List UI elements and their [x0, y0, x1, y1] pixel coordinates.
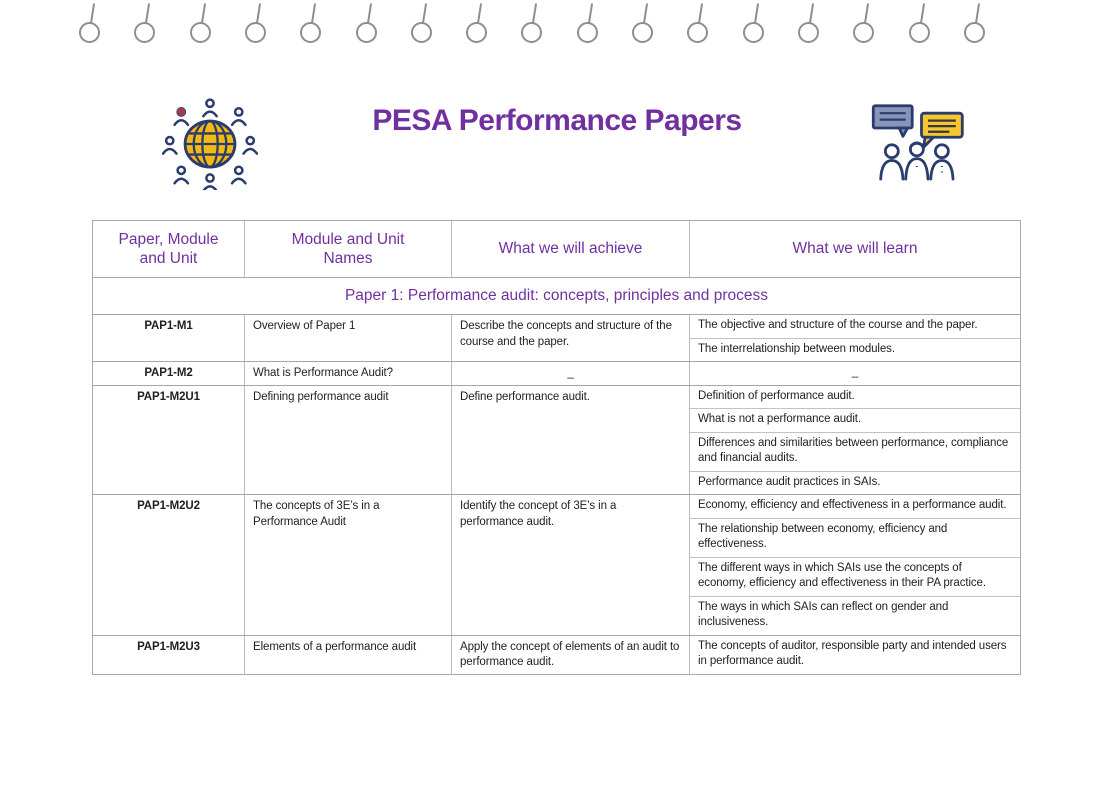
header-what-we-will-achieve: What we will achieve — [452, 221, 690, 277]
row-code: PAP1-M1 — [93, 315, 245, 361]
row-module-name: Elements of a performance audit — [245, 636, 452, 674]
binder-ring — [353, 2, 379, 48]
speech-bubbles-people-icon — [864, 100, 966, 182]
binder-ring — [684, 2, 710, 48]
learn-item: The interrelationship between modules. — [690, 338, 1020, 362]
table-row — [93, 361, 1020, 385]
course-table — [92, 220, 1021, 675]
row-achieve: Define performance audit. — [452, 386, 690, 495]
learn-item: Differences and similarities between performance, compliance and financial audits. — [690, 432, 1020, 471]
row-code: PAP1-M2U1 — [93, 386, 245, 495]
row-achieve: Identify the concept of 3E’s in a performance audit. — [452, 495, 690, 635]
binder-ring — [850, 2, 876, 48]
row-module-name: Overview of Paper 1 — [245, 315, 452, 361]
row-code: PAP1-M2U3 — [93, 636, 245, 674]
header-what-we-will-learn: What we will learn — [792, 240, 918, 258]
row-learn-list — [690, 362, 1020, 385]
learn-item: Definition of performance audit. — [698, 389, 855, 402]
table-row — [93, 385, 1020, 495]
header-paper-module-unit: Paper, Module and Unit — [93, 221, 245, 277]
binder-ring — [961, 2, 987, 48]
page-title: PESA Performance Papers — [372, 104, 742, 137]
binder-ring — [131, 2, 157, 48]
row-learn-list — [690, 495, 1020, 635]
row-achieve: Describe the concepts and structure of the course and the paper. — [452, 315, 690, 361]
binder-ring — [629, 2, 655, 48]
row-module-name: What is Performance Audit? — [245, 362, 452, 385]
learn-item: The ways in which SAIs can reflect on gender and inclusiveness. — [690, 596, 1020, 635]
row-learn-list — [690, 386, 1020, 495]
row-achieve: Apply the concept of elements of an audit to performance audit. — [452, 636, 690, 674]
row-learn-list — [690, 636, 1020, 674]
learn-item: Performance audit practices in SAIs. — [690, 471, 1020, 495]
binder-ring — [76, 2, 102, 48]
binder-ring — [574, 2, 600, 48]
table-row — [93, 635, 1020, 674]
learn-item: The different ways in which SAIs use the concepts of economy, efficiency and effectiveness in their PA practice. — [690, 557, 1020, 596]
learn-item: The objective and structure of the course and the paper. — [698, 319, 978, 331]
table-header-row — [93, 221, 1020, 277]
row-achieve: _ — [452, 362, 690, 385]
section-title-paper1: Paper 1: Performance audit: concepts, principles and process — [93, 277, 1020, 314]
row-code: PAP1-M2U2 — [93, 495, 245, 635]
binder-rings — [0, 2, 1114, 50]
binder-ring — [463, 2, 489, 48]
row-learn-list — [690, 315, 1020, 361]
binder-ring — [906, 2, 932, 48]
binder-ring — [297, 2, 323, 48]
binder-ring — [187, 2, 213, 48]
learn-item: _ — [851, 366, 859, 379]
row-code: PAP1-M2 — [93, 362, 245, 385]
row-module-name: The concepts of 3E’s in a Performance Audit — [245, 495, 452, 635]
learn-item: Economy, efficiency and effectiveness in a performance audit. — [698, 499, 1007, 512]
row-module-name: Defining performance audit — [245, 386, 452, 495]
learn-item: What is not a performance audit. — [690, 408, 1020, 432]
table-row — [93, 494, 1020, 635]
learn-item: The relationship between economy, efficiency and effectiveness. — [690, 518, 1020, 557]
binder-ring — [242, 2, 268, 48]
binder-ring — [795, 2, 821, 48]
learn-item: The concepts of auditor, responsible party and intended users in performance audit. — [698, 639, 1007, 668]
header-module-unit-names: Module and Unit Names — [245, 221, 452, 277]
binder-ring — [518, 2, 544, 48]
binder-ring — [408, 2, 434, 48]
table-body — [93, 314, 1020, 674]
table-row — [93, 314, 1020, 361]
binder-ring — [740, 2, 766, 48]
document-header — [0, 96, 1114, 206]
